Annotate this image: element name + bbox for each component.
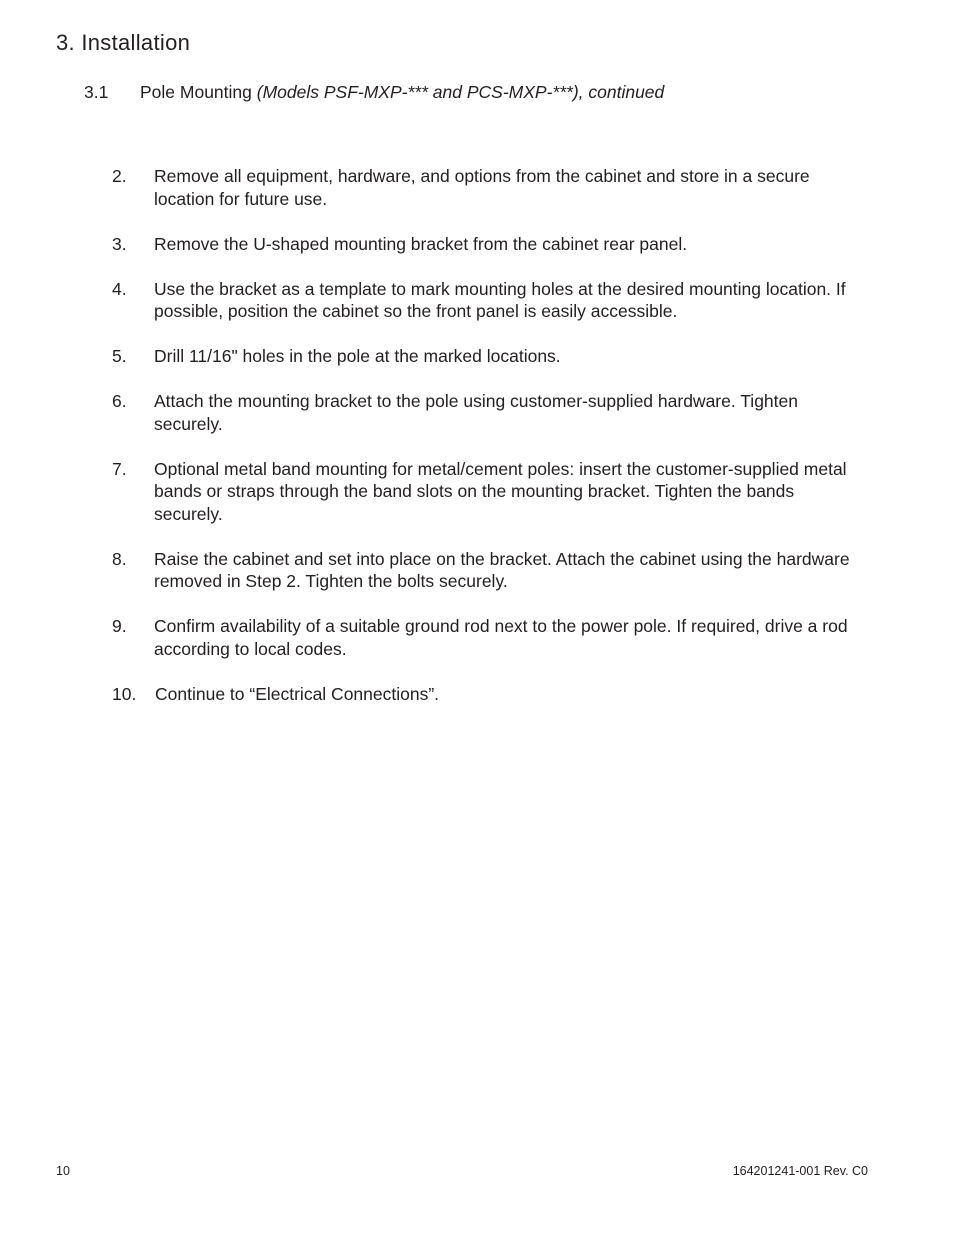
step-number: 3. — [112, 233, 127, 254]
step-text: Optional metal band mounting for metal/cement poles: insert the customer-supplied metal bands or straps through the band slots on the mounting bracket. Tighten the bands securely. — [154, 458, 847, 524]
step-text: Drill 11/16" holes in the pole at the marked locations. — [154, 346, 561, 366]
subsection-suffix: , continued — [578, 82, 665, 102]
step-text: Confirm availability of a suitable ground rod next to the power pole. If required, drive a rod according to local codes. — [154, 616, 848, 659]
list-item — [112, 548, 852, 593]
step-number: 5. — [112, 346, 127, 366]
step-number: 7. — [112, 458, 127, 479]
step-number: 10. — [112, 683, 137, 704]
step-text: Attach the mounting bracket to the pole using customer-supplied hardware. Tighten securely. — [154, 391, 798, 434]
subsection-title: Pole Mounting — [140, 82, 252, 102]
list-item — [112, 683, 852, 706]
list-item — [112, 278, 852, 323]
step-number: 9. — [112, 616, 127, 636]
subsection-models: (Models PSF-MXP-*** and PCS-MXP-***) — [256, 82, 579, 102]
step-text: Remove the U-shaped mounting bracket from the cabinet rear panel. — [154, 233, 688, 254]
document-number: 164201241-001 Rev. C0 — [732, 1164, 868, 1178]
step-text: Remove all equipment, hardware, and options from the cabinet and store in a secure location for future use. — [154, 166, 810, 209]
list-item — [112, 458, 852, 526]
page-number: 10 — [56, 1164, 70, 1178]
list-item — [112, 390, 852, 435]
step-text: Use the bracket as a template to mark mounting holes at the desired mounting location. If possible, position the cabinet so the front panel is easily accessible. — [154, 278, 846, 321]
step-number: 6. — [112, 391, 127, 411]
steps-list — [112, 165, 852, 728]
list-item — [112, 165, 852, 210]
subsection-number: 3.1 — [84, 82, 109, 102]
step-number: 2. — [112, 166, 127, 186]
step-text: Continue to “Electrical Connections”. — [155, 683, 440, 704]
step-text: Raise the cabinet and set into place on the bracket. Attach the cabinet using the hardware removed in Step 2. Tighten the bolts securely. — [154, 548, 850, 591]
list-item — [112, 615, 852, 660]
subsection-heading — [84, 82, 664, 103]
step-number: 8. — [112, 548, 127, 569]
step-number: 4. — [112, 278, 127, 299]
list-item — [112, 345, 852, 368]
list-item — [112, 233, 852, 256]
section-title: 3. Installation — [56, 30, 191, 55]
